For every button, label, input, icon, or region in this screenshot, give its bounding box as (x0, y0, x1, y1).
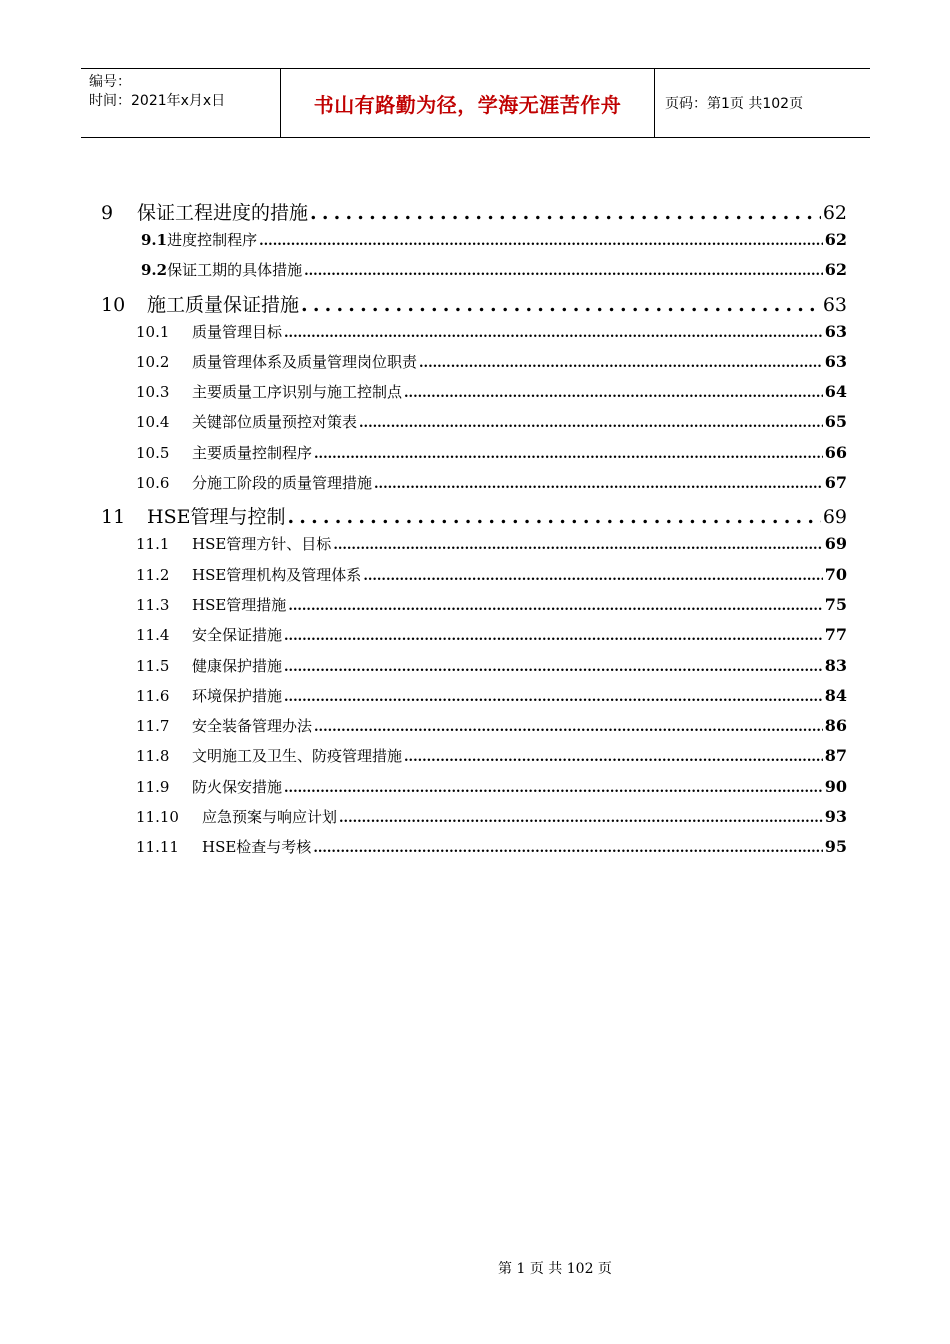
toc-entry-number: 11.5 (136, 656, 170, 675)
toc-entry-title: HSE检查与考核 (202, 838, 312, 857)
toc-entry-number: 11.1 (136, 535, 170, 554)
toc-entry[interactable] (101, 472, 847, 502)
toc-entry-page: 84 (824, 685, 847, 705)
toc-entry[interactable] (101, 502, 847, 533)
dot-leader (284, 690, 823, 705)
toc-entry[interactable] (101, 351, 847, 381)
toc-entry-page: 86 (824, 716, 847, 736)
toc-entry-page: 69 (824, 534, 847, 554)
code-label: 编号： (89, 74, 131, 90)
page-footer (0, 1258, 950, 1278)
toc-entry-number: 11.2 (136, 565, 170, 584)
toc-entry-page: 62 (824, 260, 847, 280)
toc-entry-page: 83 (824, 655, 847, 675)
footer-page-number: 第 1 页 共 102 页 (498, 1261, 612, 1277)
toc-entry[interactable] (101, 290, 847, 321)
toc-entry[interactable] (101, 776, 847, 806)
toc-entry[interactable] (101, 442, 847, 472)
toc-entry-number: 9.2 (141, 261, 168, 280)
toc-entry[interactable] (101, 836, 847, 866)
toc-entry-page: 87 (824, 746, 847, 766)
toc-entry-number: 11.10 (136, 808, 179, 827)
toc-entry-number: 11.4 (136, 626, 170, 645)
toc-entry-number: 10.5 (136, 443, 170, 462)
dot-leader (284, 660, 823, 675)
toc-entry-title: 进度控制程序 (167, 231, 258, 249)
dot-leader (313, 841, 822, 856)
dot-leader (404, 750, 823, 765)
dot-leader (404, 386, 823, 401)
toc-entry-number: 11.3 (136, 595, 170, 614)
dot-leader (314, 447, 823, 462)
toc-entry[interactable] (101, 198, 847, 229)
toc-entry-title: 施工质量保证措施 (147, 293, 300, 316)
toc-entry-title: 安全保证措施 (192, 626, 283, 645)
toc-entry-number: 10.1 (136, 322, 170, 341)
dot-leader (333, 538, 822, 553)
toc-entry-number: 11.8 (136, 747, 170, 766)
toc-entry-number: 9.1 (141, 231, 168, 249)
dot-leader (287, 506, 820, 528)
toc-entry[interactable] (101, 655, 847, 685)
header-left-cell (81, 69, 281, 137)
motto: 书山有路勤为径，学海无涯苦作舟 (281, 69, 655, 137)
toc-entry-page: 62 (822, 202, 847, 224)
dot-leader (359, 416, 823, 431)
toc-entry-number: 11.9 (136, 777, 170, 796)
toc-entry-page: 69 (822, 506, 847, 529)
page-header (81, 68, 870, 138)
toc-entry-number: 10.6 (136, 474, 170, 493)
toc-entry[interactable] (101, 594, 847, 624)
toc-entry-page: 70 (824, 564, 847, 584)
dot-leader (363, 569, 822, 584)
toc-entry-title: 分施工阶段的质量管理措施 (192, 474, 373, 493)
toc-entry[interactable] (101, 685, 847, 715)
toc-entry-number: 9 (101, 202, 114, 224)
toc-entry-title: 防火保安措施 (192, 777, 283, 796)
dot-leader (284, 781, 823, 796)
toc-entry-page: 65 (824, 412, 847, 432)
toc-entry-page: 77 (824, 625, 847, 645)
dot-leader (339, 811, 823, 826)
toc-entry-page: 66 (824, 442, 847, 462)
dot-leader (284, 326, 823, 341)
toc-entry[interactable] (101, 533, 847, 563)
toc-entry-title: 健康保护措施 (192, 656, 283, 675)
toc-entry-title: 环境保护措施 (192, 686, 283, 705)
toc-entry-title: 应急预案与响应计划 (202, 808, 338, 827)
toc-entry[interactable] (101, 745, 847, 775)
toc-entry-number: 10.3 (136, 383, 170, 402)
toc-entry-title: 文明施工及卫生、防疫管理措施 (192, 747, 403, 766)
toc-entry-title: 保证工期的具体措施 (167, 261, 303, 280)
toc-entry-page: 95 (824, 837, 847, 857)
dot-leader (310, 202, 821, 224)
toc-entry-number: 11.6 (136, 686, 170, 705)
toc-entry[interactable] (101, 229, 847, 259)
toc-entry-number: 10 (101, 293, 126, 316)
toc-entry-number: 11.7 (136, 717, 170, 736)
toc-entry-page: 64 (824, 382, 847, 402)
toc-entry[interactable] (101, 564, 847, 594)
dot-leader (314, 720, 823, 735)
toc-entry-number: 11 (101, 506, 126, 529)
toc-entry-title: 质量管理体系及质量管理岗位职责 (192, 352, 418, 371)
toc-entry-title: HSE管理方针、目标 (192, 535, 332, 554)
page-info: 页码：第1页 共102页 (665, 96, 804, 112)
toc-entry[interactable] (101, 381, 847, 411)
toc-entry-page: 67 (824, 473, 847, 493)
toc-entry-title: 安全装备管理办法 (192, 717, 313, 736)
dot-leader (419, 356, 823, 371)
dot-leader (284, 629, 823, 644)
toc-entry-page: 63 (822, 293, 847, 316)
toc-entry-number: 10.4 (136, 413, 170, 432)
toc-entry-page: 62 (824, 230, 847, 249)
toc-entry-page: 63 (824, 321, 847, 341)
dot-leader (288, 599, 822, 614)
toc-entry-title: 保证工程进度的措施 (137, 202, 309, 224)
toc-entry-page: 63 (824, 351, 847, 371)
toc-entry-number: 11.11 (136, 838, 179, 857)
toc-entry-page: 75 (824, 594, 847, 614)
dot-leader (374, 477, 823, 492)
toc-entry-page: 93 (824, 807, 847, 827)
toc-entry-title: HSE管理与控制 (147, 506, 286, 529)
dot-leader (259, 234, 823, 249)
toc-entry-title: 主要质量工序识别与施工控制点 (192, 383, 403, 402)
toc-entry[interactable] (101, 624, 847, 654)
date-label: 时间：2021年x月x日 (89, 93, 226, 109)
toc-entry[interactable] (101, 321, 847, 351)
toc-entry-page: 90 (824, 776, 847, 796)
table-of-contents (101, 198, 847, 867)
toc-entry[interactable] (101, 806, 847, 836)
toc-entry[interactable] (101, 411, 847, 441)
dot-leader (301, 294, 821, 316)
toc-entry-title: 主要质量控制程序 (192, 443, 313, 462)
toc-entry-title: HSE管理机构及管理体系 (192, 565, 362, 584)
toc-entry-title: 关键部位质量预控对策表 (192, 413, 358, 432)
toc-entry-title: 质量管理目标 (192, 322, 283, 341)
toc-entry-title: HSE管理措施 (192, 595, 287, 614)
toc-entry[interactable] (101, 715, 847, 745)
toc-entry-number: 10.2 (136, 352, 170, 371)
toc-entry[interactable] (101, 259, 847, 289)
dot-leader (304, 264, 823, 279)
